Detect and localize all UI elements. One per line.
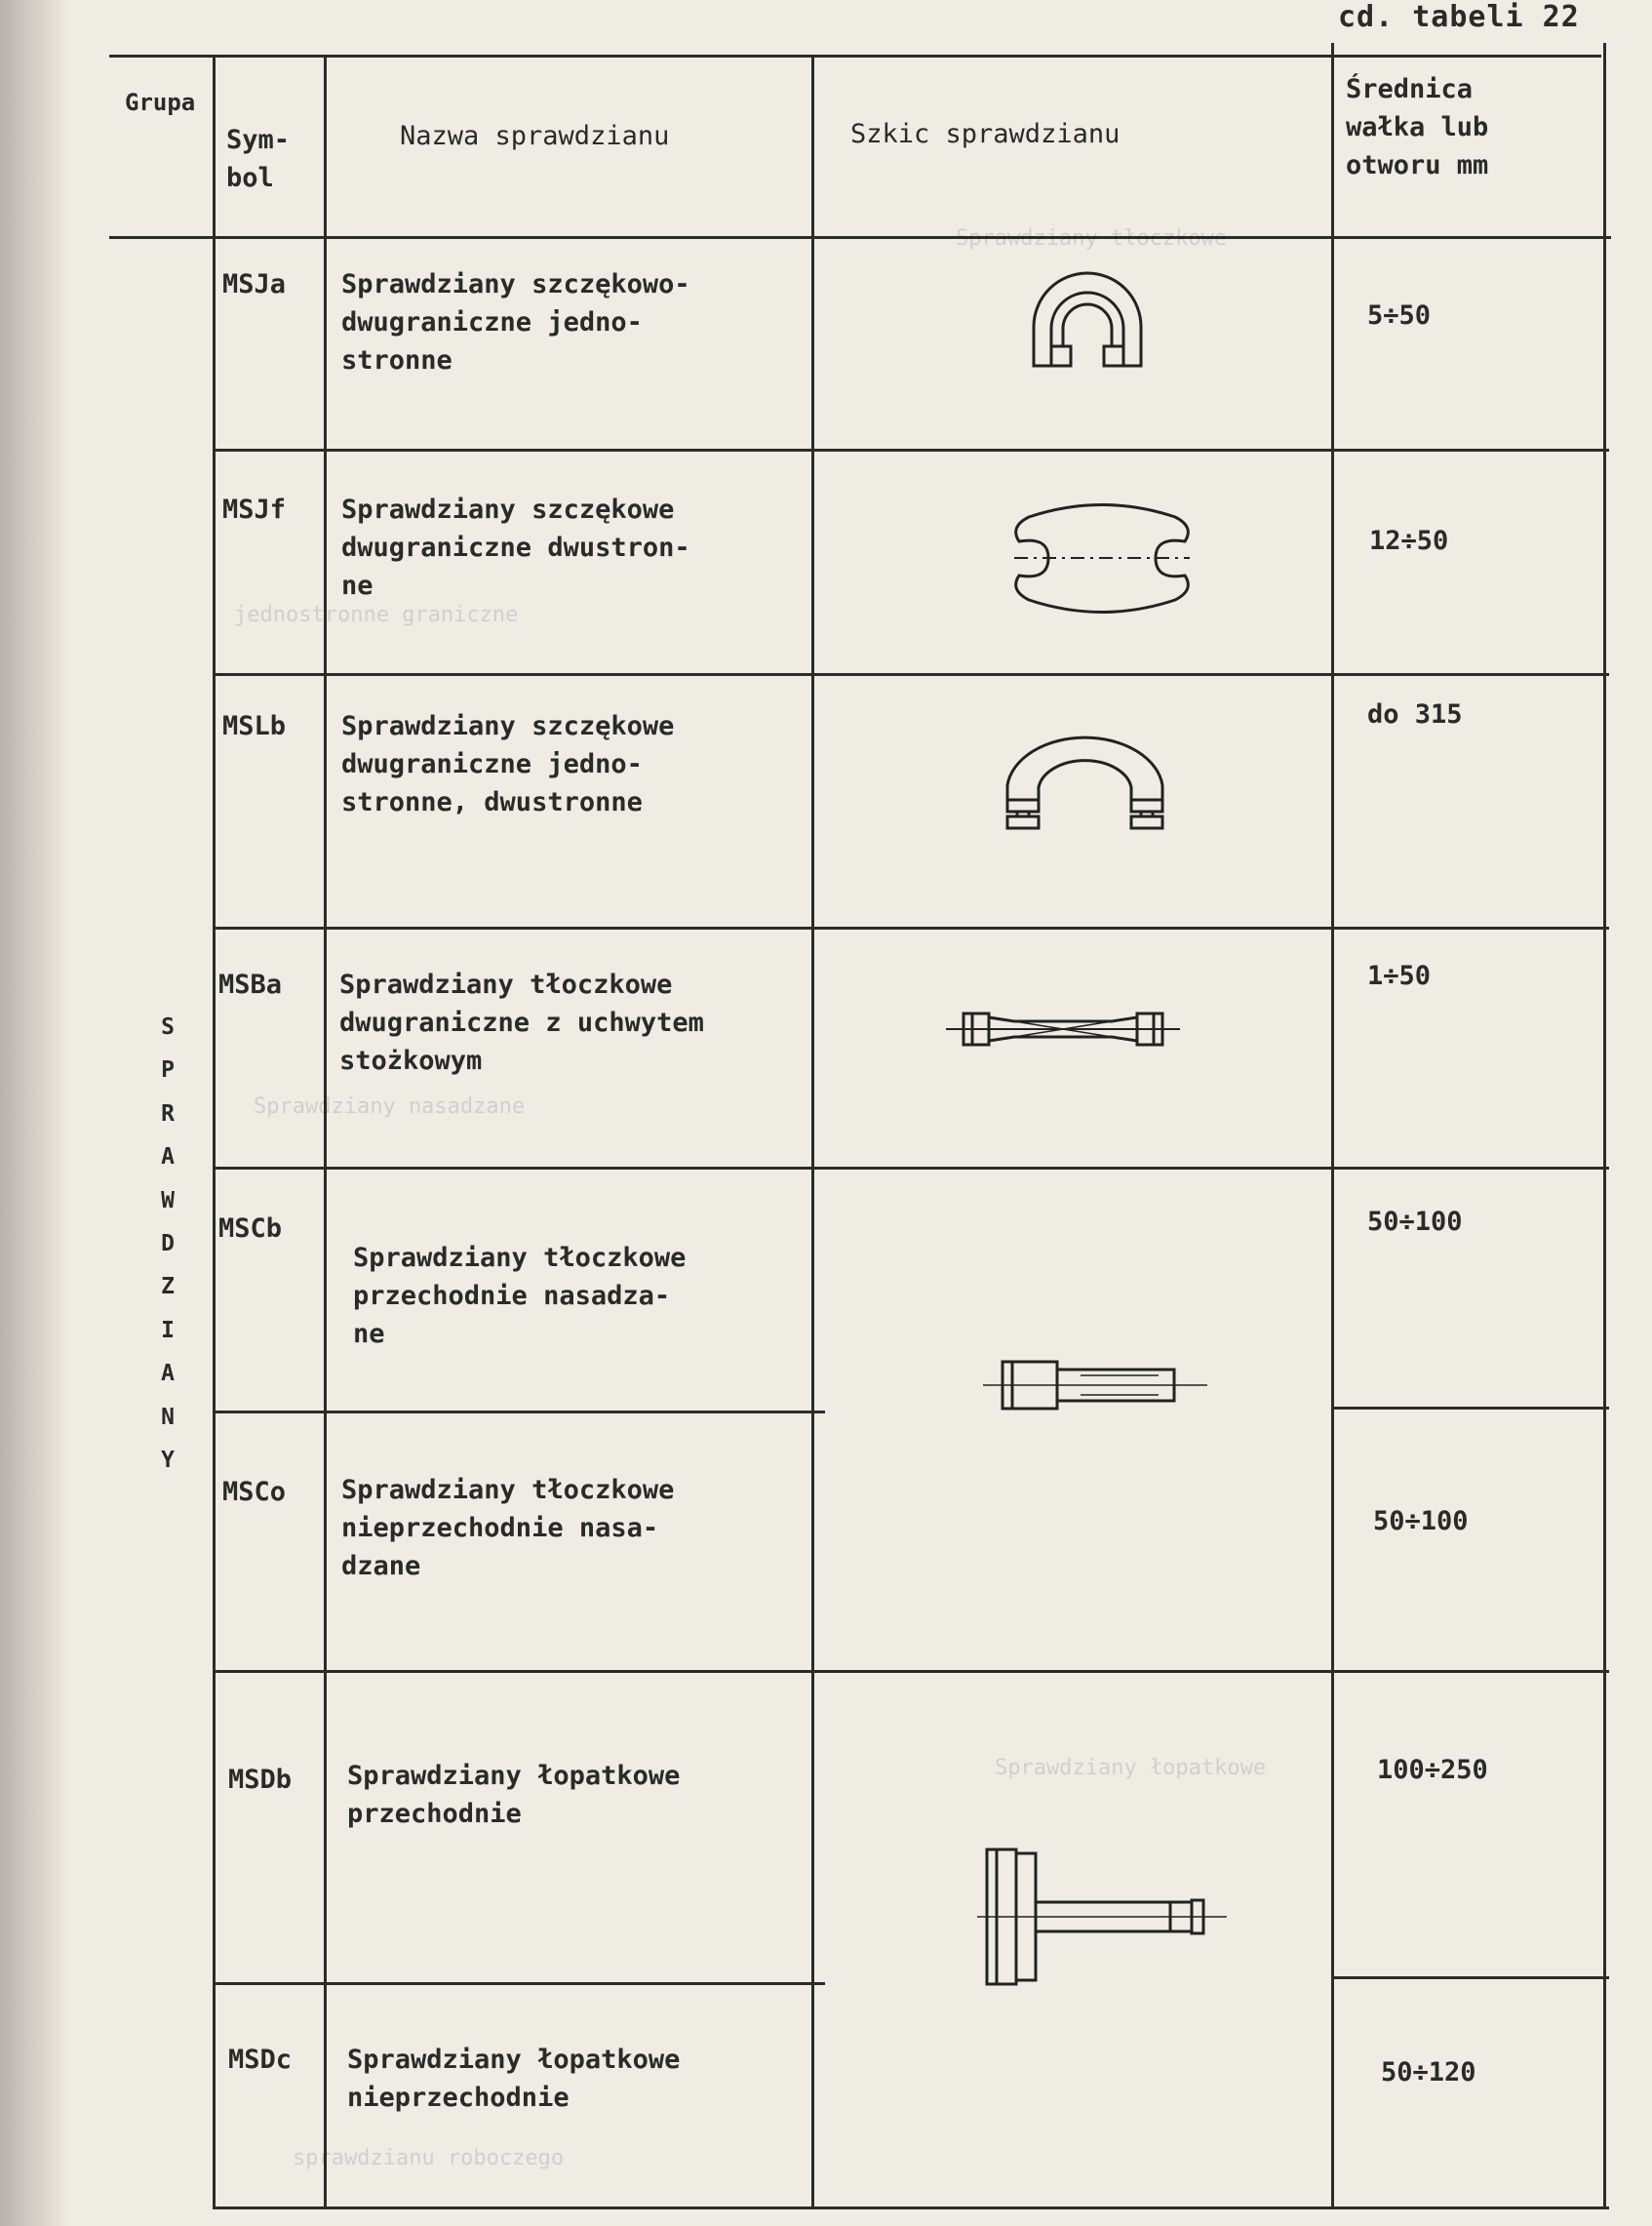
row-diameter: 1÷50 (1367, 961, 1432, 991)
row-symbol: MSDc (228, 2045, 293, 2075)
show-through-text: Sprawdziany łopatkowe (995, 1756, 1267, 1780)
row-diameter: 12÷50 (1369, 526, 1449, 556)
horseshoe-gauge-icon (1000, 727, 1170, 839)
row-name: Sprawdziany tłoczkowe nieprzechodnie nasa- dzane (341, 1475, 675, 1581)
rule-row-7-right (1331, 1976, 1609, 1979)
rule-top (109, 55, 1601, 58)
group-label-letter: Y (161, 1447, 175, 1473)
rule-row-4 (213, 1167, 1609, 1170)
row-diameter: 50÷100 (1367, 1207, 1463, 1237)
row-symbol: MSDb (228, 1765, 293, 1795)
rule-col-nazwa-right (811, 55, 814, 2208)
row-diameter: do 315 (1367, 699, 1463, 730)
row-symbol: MSCo (222, 1477, 287, 1507)
row-diameter: 5÷50 (1367, 300, 1432, 331)
rule-row-2 (213, 673, 1609, 676)
rule-row-7-left (213, 1982, 825, 1985)
row-symbol: MSJa (222, 269, 287, 299)
row-name: Sprawdziany szczękowe dwugraniczne dwustron- ne (341, 495, 690, 601)
group-label-letter: R (161, 1100, 175, 1127)
group-label-letter: P (161, 1057, 175, 1084)
show-through-text: jednostronne graniczne (234, 603, 519, 627)
group-label-letter: A (161, 1144, 175, 1171)
rule-col-szkic-right (1331, 43, 1334, 2208)
rule-col-right-edge (1603, 43, 1606, 2208)
row-symbol: MSLb (222, 711, 287, 741)
row-name: Sprawdziany tłoczkowe przechodnie nasadza- ne (353, 1243, 687, 1349)
show-through-text: Sprawdziany nasadzane (254, 1094, 526, 1119)
show-through-text: sprawdzianu roboczego (293, 2146, 565, 2170)
group-label-letter: D (161, 1230, 175, 1256)
c-gauge-single-icon (1014, 258, 1160, 385)
rule-row-6 (213, 1670, 1609, 1673)
rule-col-grupa-right (213, 55, 216, 2208)
header-srednica: Średnica wałka lub otworu mm (1346, 74, 1489, 180)
group-label-letter: Z (161, 1274, 175, 1300)
rule-row-5-right (1331, 1407, 1609, 1410)
rule-row-3 (213, 927, 1609, 930)
group-label (146, 1014, 189, 1473)
group-label-letter: I (161, 1317, 175, 1343)
rule-row-1 (213, 449, 1609, 452)
group-label-letter: A (161, 1361, 175, 1387)
rule-header-bottom (109, 236, 1611, 239)
row-symbol: MSBa (218, 970, 283, 1000)
header-szkic: Szkic sprawdzianu (850, 119, 1121, 149)
plug-gauge-taper-handle-icon (946, 1000, 1180, 1058)
double-ended-snap-gauge-icon (1009, 497, 1195, 619)
row-name: Sprawdziany szczękowo- dwugraniczne jedno- stronne (341, 269, 690, 376)
row-name: Sprawdziany szczękowe dwugraniczne jedno- stronne, dwustronne (341, 711, 675, 817)
header-symbol: Sym- bol (226, 125, 291, 193)
header-nazwa: Nazwa sprawdzianu (400, 121, 670, 151)
table-continuation-note: cd. tabeli 22 (1338, 0, 1580, 34)
header-grupa: Grupa (125, 89, 196, 116)
rule-col-symbol-right (324, 55, 327, 2208)
shell-plug-gauge-icon (983, 1356, 1207, 1414)
group-label-letter: W (161, 1187, 175, 1213)
rule-bottom (213, 2206, 1609, 2209)
group-label-letter: S (161, 1014, 175, 1040)
row-name: Sprawdziany łopatkowe nieprzechodnie (347, 2045, 681, 2113)
row-symbol: MSJf (222, 495, 287, 525)
rule-row-5-left (213, 1411, 825, 1413)
flat-plug-gauge-icon (975, 1844, 1229, 1990)
row-name: Sprawdziany tłoczkowe dwugraniczne z uchwytem stożkowym (339, 970, 704, 1076)
row-diameter: 100÷250 (1377, 1755, 1488, 1785)
row-diameter: 50÷100 (1373, 1506, 1469, 1536)
row-symbol: MSCb (218, 1213, 283, 1244)
group-label-letter: N (161, 1404, 175, 1430)
show-through-text: Sprawdziany tłoczkowe (956, 226, 1228, 251)
row-diameter: 50÷120 (1381, 2057, 1476, 2087)
row-name: Sprawdziany łopatkowe przechodnie (347, 1761, 681, 1829)
